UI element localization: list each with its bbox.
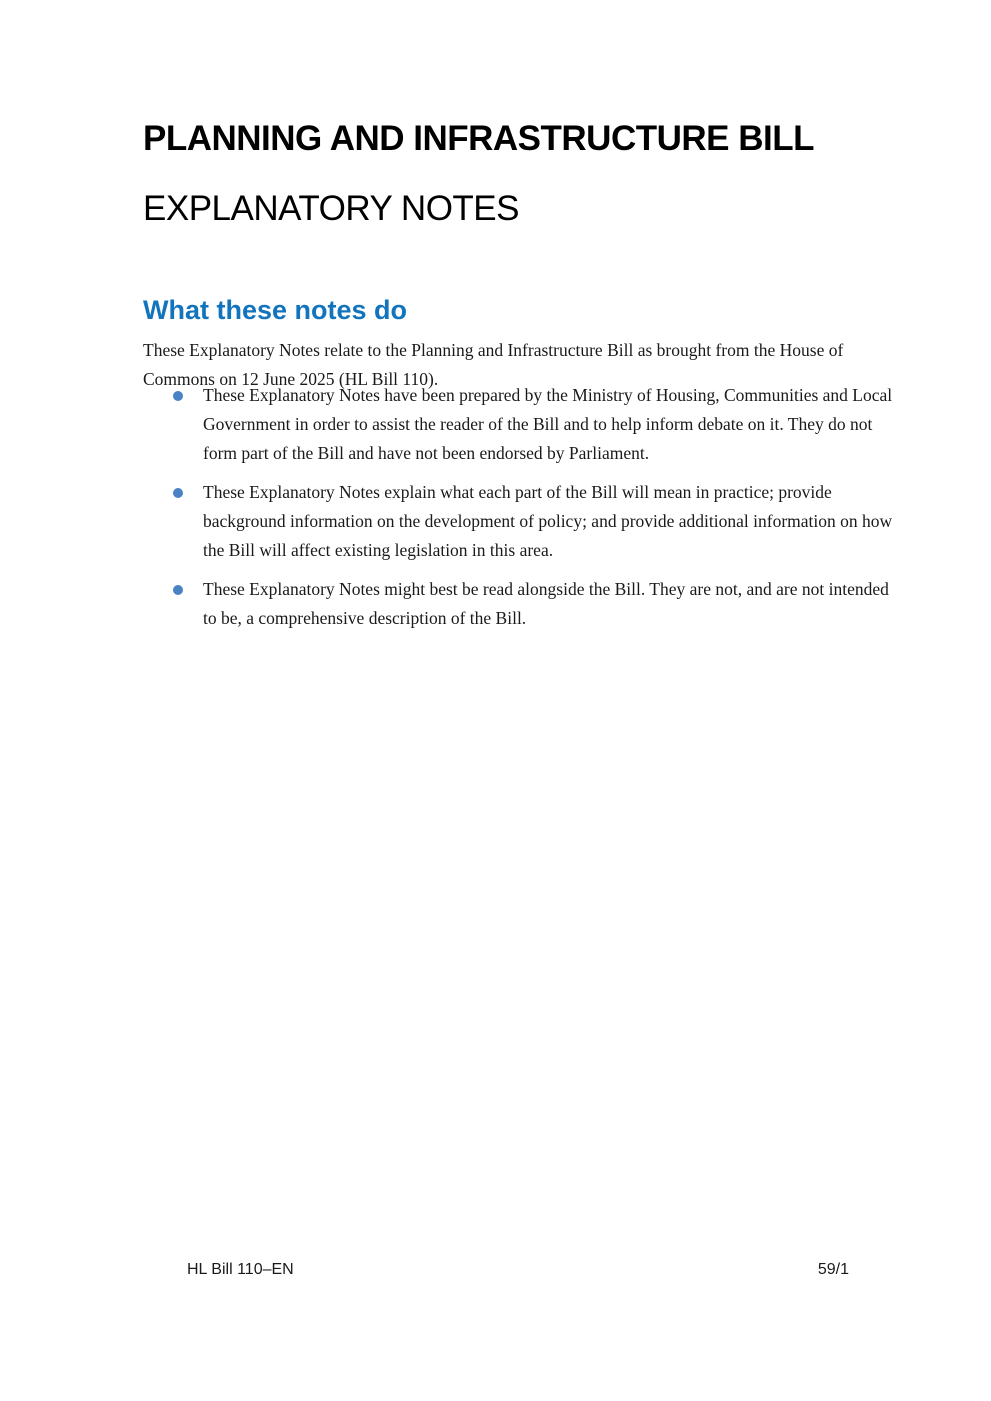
footer-bill-number: HL Bill 110–EN: [187, 1261, 294, 1278]
page-footer: [187, 1261, 849, 1279]
bullet-text: These Explanatory Notes explain what each part of the Bill will mean in practice; provide background information on the development of policy; and provide additional information on how the Bill will affect existing legislation in this area.: [203, 482, 893, 560]
bullet-dot-icon: [173, 488, 183, 498]
footer-session-number: 59/1: [817, 1261, 849, 1278]
document-subtitle: EXPLANATORY NOTES: [143, 189, 519, 229]
intro-paragraph: These Explanatory Notes relate to the Planning and Infrastructure Bill as brought from the House of Commons on 12 June 2025 (HL Bill 110).: [143, 339, 844, 389]
list-item: [143, 478, 898, 565]
section-heading: What these notes do: [143, 295, 408, 325]
bullet-dot-icon: [173, 391, 183, 401]
list-item: [143, 381, 898, 468]
document-title: PLANNING AND INFRASTRUCTURE BILL: [143, 119, 814, 159]
list-item: [143, 575, 898, 633]
notes-bullet-list: [143, 381, 898, 643]
bullet-text: These Explanatory Notes have been prepared by the Ministry of Housing, Communities and Local Government in order to assist the reader of the Bill and to help inform debate on it. They do not form part of the Bill and have not been endorsed by Parliament.: [203, 385, 893, 463]
bullet-text: These Explanatory Notes might best be read alongside the Bill. They are not, and are not intended to be, a comprehensive description of the Bill.: [203, 579, 889, 628]
bullet-dot-icon: [173, 585, 183, 595]
